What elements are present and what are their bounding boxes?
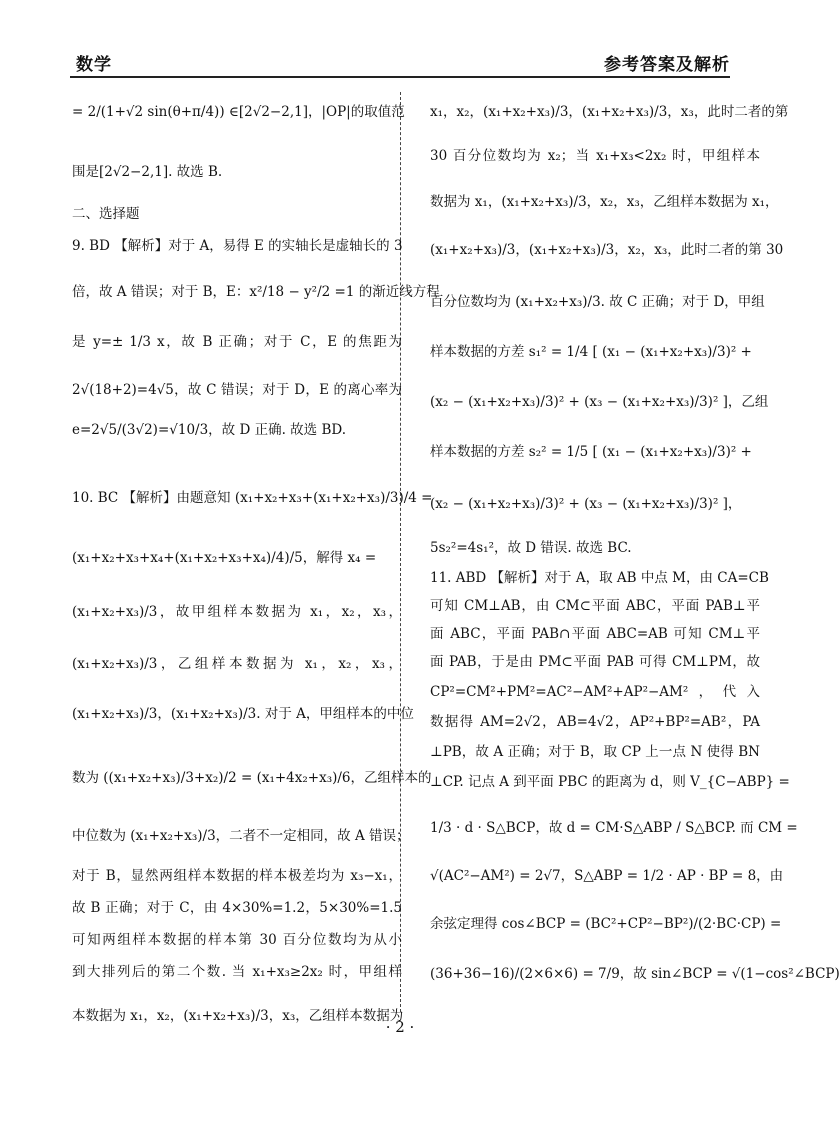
text-line: (x₂ − (x₁+x₂+x₃)/3)² + (x₃ − (x₁+x₂+x₃)/3)² ]， bbox=[430, 496, 742, 512]
text-line: 故 B 正确；对于 C，由 4×30%=1.2，5×30%=1.5 bbox=[72, 900, 402, 916]
text-line: 30 百分位数均为 x₂；当 x₁+x₃<2x₂ 时，甲组样本 bbox=[430, 148, 760, 164]
text-line: ⊥PB，故 A 正确；对于 B，取 CP 上一点 N 使得 BN bbox=[430, 744, 760, 760]
page-number: · 2 · bbox=[385, 1018, 415, 1036]
text-line: CP²=CM²+PM²=AC²−AM²+AP²−AM²，代入 bbox=[430, 684, 760, 700]
text-line: (x₂ − (x₁+x₂+x₃)/3)² + (x₃ − (x₁+x₂+x₃)/3)² ]，乙组 bbox=[430, 394, 769, 410]
subject-title: 数学 bbox=[76, 55, 112, 75]
text-line: = 2/(1+√2 sin(θ+π/4)) ∈[2√2−2,1]，|OP|的取值范 bbox=[72, 104, 405, 120]
text-line: (x₁+x₂+x₃)/3，(x₁+x₂+x₃)/3，x₂，x₃，此时二者的第 30 bbox=[430, 242, 784, 258]
text-line: 对于 B，显然两组样本数据的样本极差均为 x₃−x₁， bbox=[72, 868, 402, 884]
text-line: 可知两组样本数据的样本第 30 百分位数均为从小 bbox=[72, 932, 402, 948]
text-line: 样本数据的方差 s₂² = 1/5 [ (x₁ − (x₁+x₂+x₃)/3)² + bbox=[430, 444, 752, 460]
text-line: ⊥CP. 记点 A 到平面 PBC 的距离为 d，则 V_{C−ABP} = bbox=[430, 774, 790, 790]
text-line: 二、选择题 bbox=[72, 206, 140, 222]
text-line: √(AC²−AM²) = 2√7，S△ABP = 1/2 · AP · BP = 8，由 bbox=[430, 868, 784, 884]
text-line: 面 ABC，平面 PAB∩平面 ABC=AB 可知 CM⊥平 bbox=[430, 626, 760, 642]
text-line: 数据得 AM=2√2，AB=4√2，AP²+BP²=AB²，PA bbox=[430, 714, 760, 730]
text-line: 面 PAB，于是由 PM⊂平面 PAB 可得 CM⊥PM，故 bbox=[430, 654, 760, 670]
text-line: 是 y=± 1/3 x，故 B 正确；对于 C，E 的焦距为 bbox=[72, 334, 402, 350]
text-line: (x₁+x₂+x₃)/3，(x₁+x₂+x₃)/3. 对于 A，甲组样本的中位 bbox=[72, 706, 414, 722]
text-line: 10. BC 【解析】由题意知 (x₁+x₂+x₃+(x₁+x₂+x₃)/3)/4 = bbox=[72, 490, 433, 506]
text-line: 5s₂²=4s₁²，故 D 错误. 故选 BC. bbox=[430, 540, 632, 556]
text-line: 可知 CM⊥AB，由 CM⊂平面 ABC，平面 PAB⊥平 bbox=[430, 598, 760, 614]
text-line: 围是[2√2−2,1]. 故选 B. bbox=[72, 164, 223, 180]
text-line: 数据为 x₁，(x₁+x₂+x₃)/3，x₂，x₃，乙组样本数据为 x₁， bbox=[430, 194, 779, 210]
text-line: 1/3 · d · S△BCP，故 d = CM·S△ABP / S△BCP. 而 CM = bbox=[430, 820, 798, 836]
text-line: 百分位数均为 (x₁+x₂+x₃)/3. 故 C 正确；对于 D，甲组 bbox=[430, 294, 765, 310]
text-line: e=2√5/(3√2)=√10/3，故 D 正确. 故选 BD. bbox=[72, 422, 347, 438]
text-line: 11. ABD 【解析】对于 A，取 AB 中点 M，由 CA=CB bbox=[430, 570, 769, 586]
text-line: 数为 ((x₁+x₂+x₃)/3+x₂)/2 = (x₁+4x₂+x₃)/6，乙组样本的 bbox=[72, 770, 432, 786]
text-line: 余弦定理得 cos∠BCP = (BC²+CP²−BP²)/(2·BC·CP) = bbox=[430, 916, 782, 932]
text-line: 中位数为 (x₁+x₂+x₃)/3，二者不一定相同，故 A 错误； bbox=[72, 828, 410, 844]
text-line: 倍，故 A 错误；对于 B，E：x²/18 − y²/2 =1 的渐近线方程 bbox=[72, 284, 440, 300]
text-line: 本数据为 x₁，x₂，(x₁+x₂+x₃)/3，x₃，乙组样本数据为 bbox=[72, 1008, 404, 1024]
text-line: (x₁+x₂+x₃)/3，乙组样本数据为 x₁，x₂，x₃， bbox=[72, 656, 402, 672]
text-line: 样本数据的方差 s₁² = 1/4 [ (x₁ − (x₁+x₂+x₃)/3)² + bbox=[430, 344, 752, 360]
text-line: (x₁+x₂+x₃)/3，故甲组样本数据为 x₁，x₂，x₃， bbox=[72, 604, 402, 620]
text-line: 到大排列后的第二个数. 当 x₁+x₃≥2x₂ 时，甲组样 bbox=[72, 964, 402, 980]
text-line: x₁，x₂，(x₁+x₂+x₃)/3，(x₁+x₂+x₃)/3，x₃，此时二者的第 bbox=[430, 104, 789, 120]
page-header bbox=[70, 46, 730, 78]
section-title: 参考答案及解析 bbox=[604, 55, 730, 75]
text-line: (x₁+x₂+x₃+x₄+(x₁+x₂+x₃+x₄)/4)/5，解得 x₄ = bbox=[72, 550, 377, 566]
text-line: (36+36−16)/(2×6×6) = 7/9，故 sin∠BCP = √(1−cos²∠BCP) bbox=[430, 966, 840, 982]
text-line: 2√(18+2)=4√5，故 C 错误；对于 D，E 的离心率为 bbox=[72, 382, 402, 398]
text-line: 9. BD 【解析】对于 A，易得 E 的实轴长是虚轴长的 3 bbox=[72, 238, 403, 254]
